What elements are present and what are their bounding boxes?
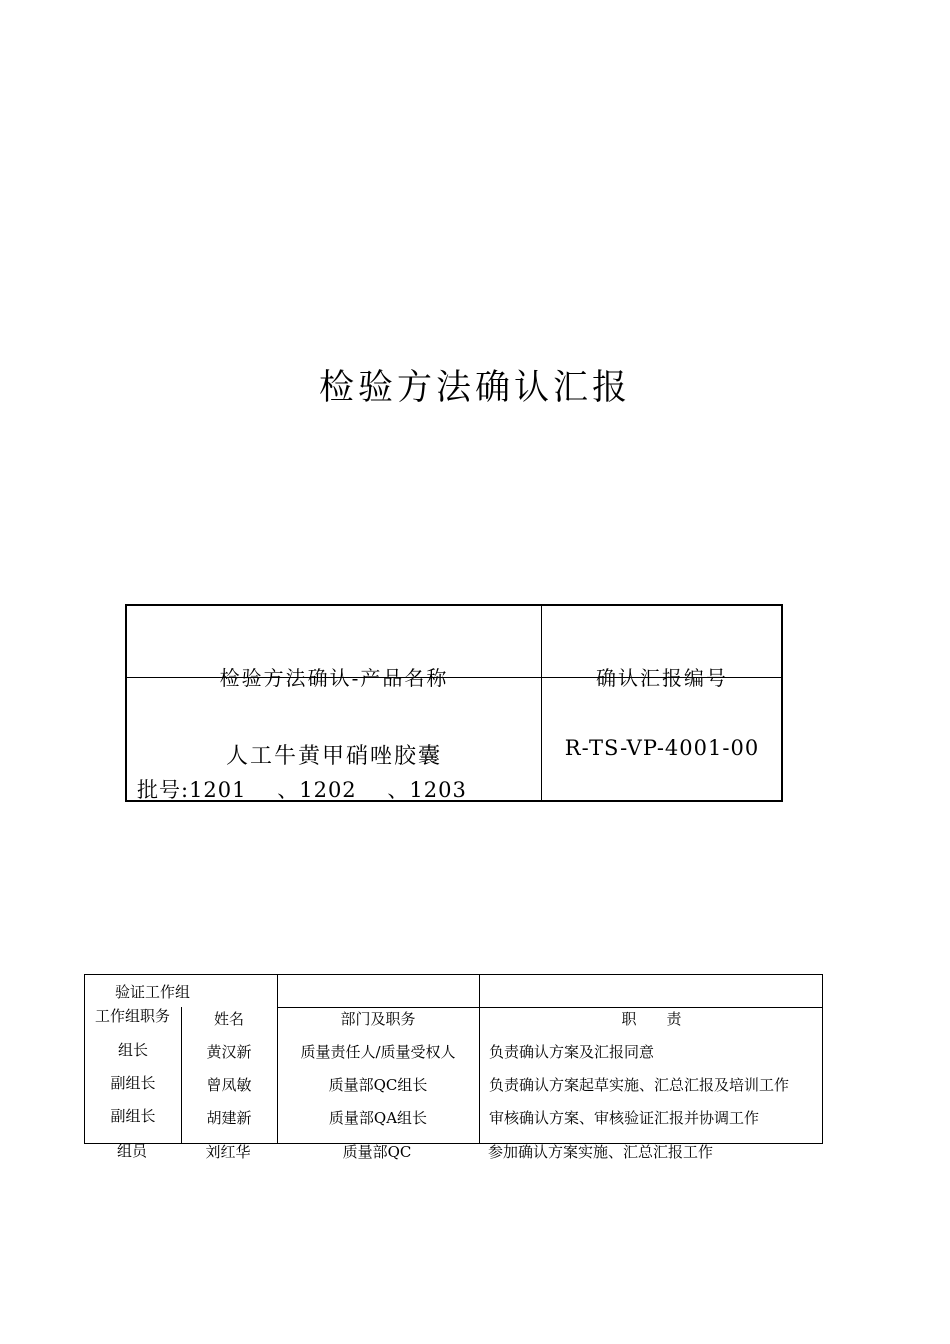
table-row-duty: 负责确认方案起草实施、汇总汇报及培训工作 [489,1076,790,1094]
validation-team-table [84,974,823,1144]
table-row-dept: 质量部QC组长 [328,1076,428,1094]
report-number-value: R-TS-VP-4001-00 [564,736,760,760]
header-role: 工作组职务 [95,1007,171,1025]
table-row-duty: 审核确认方案、审核验证汇报并协调工作 [489,1109,760,1127]
report-number-label: 确认汇报编号 [596,666,728,690]
header-dept: 部门及职务 [340,1010,416,1028]
table-row-name: 黄汉新 [206,1043,252,1061]
info-box-divider-vertical [541,606,542,800]
table-row-name: 胡建新 [206,1109,252,1127]
table-row-role: 副组长 [110,1107,156,1125]
header-name: 姓名 [213,1010,244,1028]
table-row-duty: 负责确认方案及汇报同意 [489,1043,655,1061]
table-row-role: 组长 [117,1041,148,1059]
table-row-dept: 质量责任人/质量受权人 [300,1043,456,1061]
table-row-role: 组员 [116,1142,147,1160]
document-title: 检验方法确认汇报 [318,368,631,408]
batch-numbers: 批号:1201 、1202 、1203 [137,778,467,802]
product-name-value: 人工牛黄甲硝唑胶囊 [225,744,442,769]
table-col-divider [479,975,480,1143]
table-row-dept: 质量部QA组长 [328,1109,428,1127]
product-name-label: 检验方法确认-产品名称 [219,666,449,690]
table-row-role: 副组长 [110,1074,156,1092]
table-row-dept: 质量部QC [342,1143,412,1161]
product-info-box [125,604,783,802]
header-duty: 职 责 [621,1010,682,1028]
table-row-duty: 参加确认方案实施、汇总汇报工作 [488,1143,714,1161]
table-row-name: 刘红华 [205,1143,251,1161]
team-group-title: 验证工作组 [115,983,191,1001]
table-row-name: 曾凤敏 [206,1076,252,1094]
